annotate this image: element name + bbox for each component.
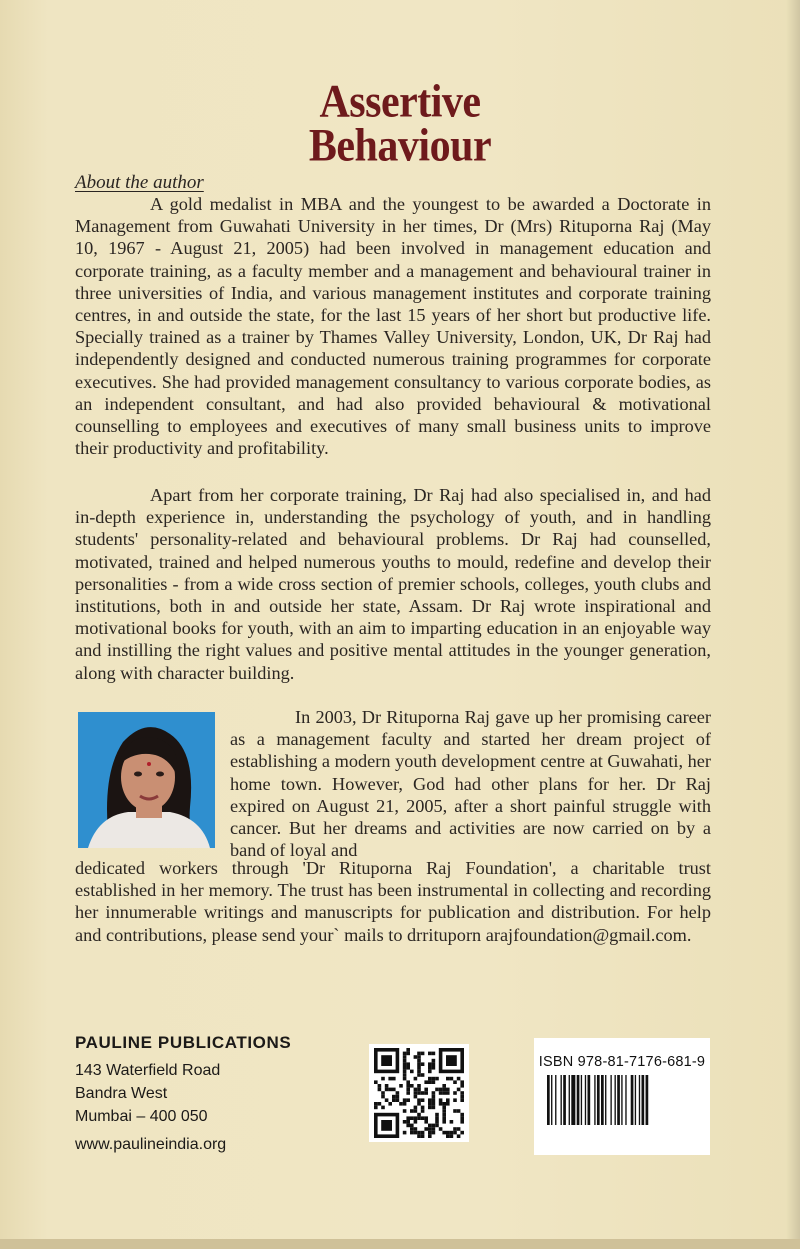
barcode-icon bbox=[547, 1075, 697, 1135]
author-photo bbox=[78, 712, 215, 848]
book-title-line-2: Behaviour bbox=[308, 120, 492, 172]
publisher-address-line-1: 143 Waterfield Road bbox=[75, 1062, 221, 1079]
publisher-name: PAULINE PUBLICATIONS bbox=[75, 1033, 292, 1052]
author-bio-paragraph-2: Apart from her corporate training, Dr Raj had also specialised in, and had in-depth experience in, understanding the psychology of youth, and in handling students' personality-related and behavioural problems. Dr Raj had counselled, motivated, trained and helped numerous youths to mould, redefine and develop their personalities - from a wide cross section of premier schools, colleges, youth clubs and institutions, both in and outside her state, Assam. Dr Raj wrote inspirational and motivational books for youth, with an aim to imparting education in an enjoyable way and instilling the right values and positive mental attitudes in the younger generation, along with character building. bbox=[75, 485, 711, 683]
qr-code-graphic bbox=[369, 1044, 469, 1142]
isbn-barcode-label bbox=[534, 1038, 710, 1155]
about-author-heading: About the author bbox=[75, 172, 204, 193]
qr-code-icon bbox=[369, 1044, 469, 1142]
publisher-block bbox=[75, 1033, 291, 1154]
publisher-website: www.paulineindia.org bbox=[75, 1136, 227, 1153]
author-bio-paragraph-3-continued: dedicated workers through 'Dr Rituporna Raj Foundation', a charitable trust established in her memory. The trust has been instrumental in collecting and recording her innumerable writings and manuscripts for publication and distribution. For help and contributions, please send your` mails to drrituporn arajfoundation@gmail.com. bbox=[75, 858, 711, 945]
book-title-line-1: Assertive bbox=[319, 76, 481, 128]
cover-bottom-edge bbox=[0, 1239, 800, 1249]
author-portrait-image bbox=[78, 712, 215, 848]
publisher-address-line-2: Bandra West bbox=[75, 1085, 168, 1102]
isbn-number: ISBN 978-81-7176-681-9 bbox=[538, 1054, 706, 1070]
author-bio-paragraph-3-wrap: In 2003, Dr Rituporna Raj gave up her promising career as a management faculty and started her dream project of establishing a modern youth development centre at Guwahati, her home town. However, God had other plans for her. Dr Raj expired on August 21, 2005, after a short painful struggle with cancer. But her dreams and activities are now carried on by a band of loyal and bbox=[230, 707, 711, 861]
cover-edge-shadow bbox=[786, 0, 800, 1249]
publisher-address-line-3: Mumbai – 400 050 bbox=[75, 1108, 208, 1125]
author-bio-paragraph-1: A gold medalist in MBA and the youngest to be awarded a Doctorate in Management from Guwahati University in her times, Dr (Mrs) Rituporna Raj (May 10, 1967 - August 21, 2005) had been involved in management education and corporate training, as a faculty member and a management and behavioural trainer in three universities of India, and various management institutes and corporate training centres, in and outside the state, for the last 15 years of her short but productive life. Specially trained as a trainer by Thames Valley University, London, UK, Dr Raj had independently designed and conducted numerous training programmes for corporate executives. She had provided management consultancy to various corporate bodies, as an independent consultant, and had also provided behavioural & motivational counselling to employees and executives of many small business units to improve their productivity and profitability. bbox=[75, 194, 711, 459]
